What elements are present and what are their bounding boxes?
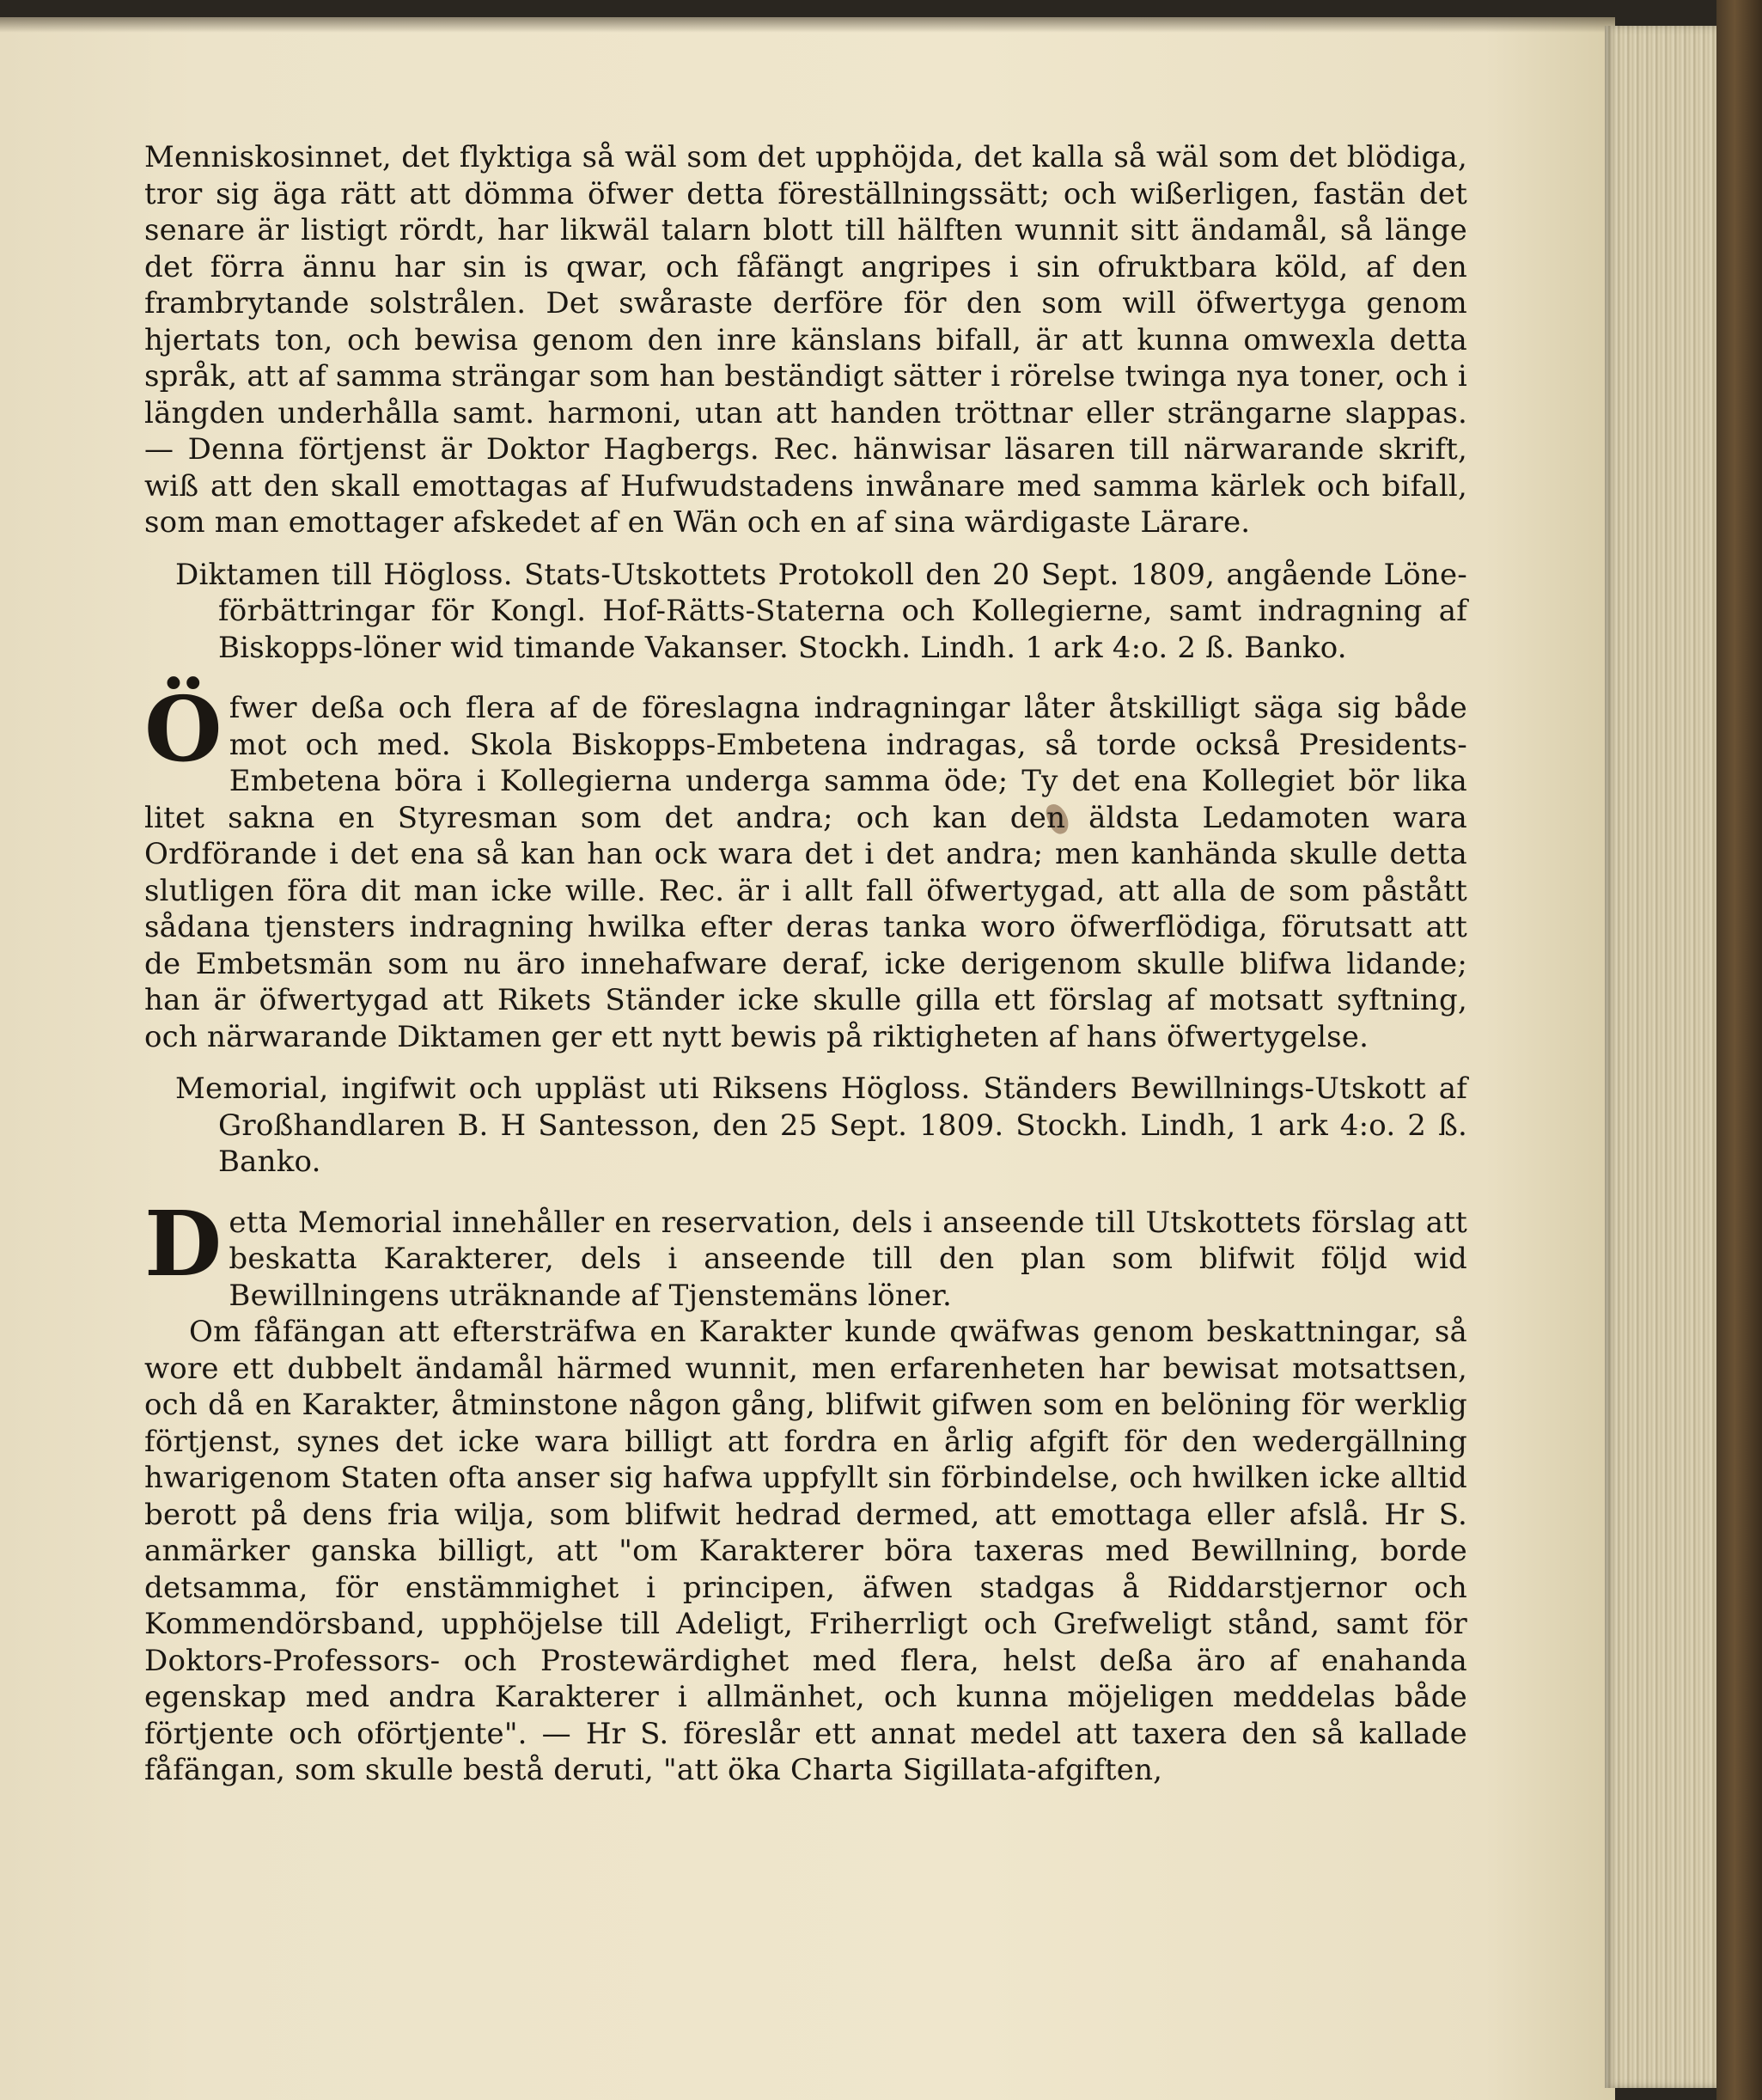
text-block — [144, 139, 1467, 1789]
drop-cap-d: D — [144, 1190, 223, 1297]
page-top-shadow — [0, 17, 1615, 33]
drop-cap-o: Ö — [144, 676, 223, 782]
bibliographic-entry-diktamen: Diktamen till Högloss. Stats-Utskottets Protokoll den 20 Sept. 1809, angående Löne-förbättringar för Kongl. Hof-Rätts-Staterna och Kollegierne, samt indragning af Biskopps-löner wid timande Vakanser. Stockh. Lindh. 1 ark 4:o. 2 ß. Banko. — [175, 557, 1467, 665]
book-cover — [1716, 0, 1762, 2100]
spacer — [144, 666, 1467, 690]
paragraph-review-end: Menniskosinnet, det flyktiga så wäl som det upphöjda, det kalla så wäl som det blödiga, tror sig äga rätt att dömma öfwer detta föreställningssätt; och wißerligen, fastän det senare är listigt rördt, har likwäl talarn blott till hälften wunnit sitt ändamål, så länge det förra ännu har sin is qwar, och fåfängt angripes i sin ofruktbara köld, af den frambrytande solstrålen. Det swåraste derföre för den som will öfwertyga genom hjertats ton, och bewisa genom den inre känslans bifall, är att kunna omwexla detta språk, att af samma strängar som han beständigt sätter i rörelse twinga nya toner, och i längden underhålla samt. harmoni, utan att handen tröttnar eller strängarne slappas. — Denna förtjenst är Doktor Hagbergs. Rec. hänwisar läsaren till närwarande skrift, wiß att den skall emottagas af Hufwudstadens inwånare med samma kärlek och bifall, som man emottager afskedet af en Wän och en af sina wärdigaste Lärare. — [144, 140, 1467, 540]
spacer — [144, 1181, 1467, 1205]
page-edges — [1605, 26, 1716, 2088]
paragraph-fafangan: Om fåfängan att eftersträfwa en Karakter kunde qwäfwas genom beskattningar, så wore ett dubbelt ändamål härmed wunnit, men erfarenheten har bewisat motsattsen, och då en Karakter, åtminstone någon gång, blifwit gifwen som en belöning för werklig förtjenst, synes det icke wara billigt att fordra en årlig afgift för den wedergällning hwarigenom Staten ofta anser sig hafwa uppfyllt sin förbindelse, och hwilken icke alltid berott på dens fria wilja, som blifwit hedrad dermed, att emottaga eller afslå. Hr S. anmärker ganska billigt, att "om Karakterer böra taxeras med Bewillning, borde detsamma, för enstämmighet i principen, äfwen stadgas å Riddarstjernor och Kommendörsband, upphöjelse till Adeligt, Friherrligt och Grefweligt stånd, samt för Doktors-Professors- och Prostewärdighet med flera, helst deßa äro af enahanda egenskap med andra Karakterer i allmänhet, och kunna möjeligen meddelas både förtjente och oförtjente". — Hr S. föreslår ett annat medel att taxera den så kallade fåfängan, som skulle bestå deruti, "att öka Charta Sigillata-afgiften, — [144, 1315, 1467, 1787]
paragraph-diktamen-text: fwer deßa och flera af de föreslagna indragningar låter åtskilligt säga sig både mot och med. Skola Biskopps-Embetena indragas, så torde också Presidents-Embetena böra i Kollegierna underga samma öde; Ty det ena Kollegiet bör lika litet sakna en Styresman som det andra; och kan den äldsta Ledamoten wara Ordförande i det ena så kan han ock wara det i det andra; men kanhända skulle detta slutligen föra dit man icke wille. Rec. är i allt fall öfwertygad, att alla de som påstått sådana tjensters indragning hwilka efter deras tanka woro öfwerflödiga, förutsatt att de Embetsmän som nu äro innehafware deraf, icke derigenom skulle blifwa lidande; han är öfwertygad att Rikets Ständer icke skulle gilla ett förslag af motsatt syftning, och närwarande Diktamen ger ett nytt bewis på riktigheten af hans öfwertygelse. — [144, 691, 1467, 1054]
bibliographic-entry-memorial: Memorial, ingifwit och uppläst uti Riksens Högloss. Ständers Bewillnings-Utskott af Großhandlaren B. H Santesson, den 25 Sept. 1809. Stockh. Lindh, 1 ark 4:o. 2 ß. Banko. — [175, 1071, 1467, 1179]
paragraph-memorial-review — [144, 1190, 1467, 1315]
paragraph-memorial-text: etta Memorial innehåller en reservation, dels i anseende till Utskottets förslag att beskatta Karakterer, dels i anseende till den plan som blifwit följd wid Bewillningens uträknande af Tjenstemäns löner. — [229, 1205, 1467, 1313]
paragraph-diktamen-review — [144, 676, 1467, 1055]
